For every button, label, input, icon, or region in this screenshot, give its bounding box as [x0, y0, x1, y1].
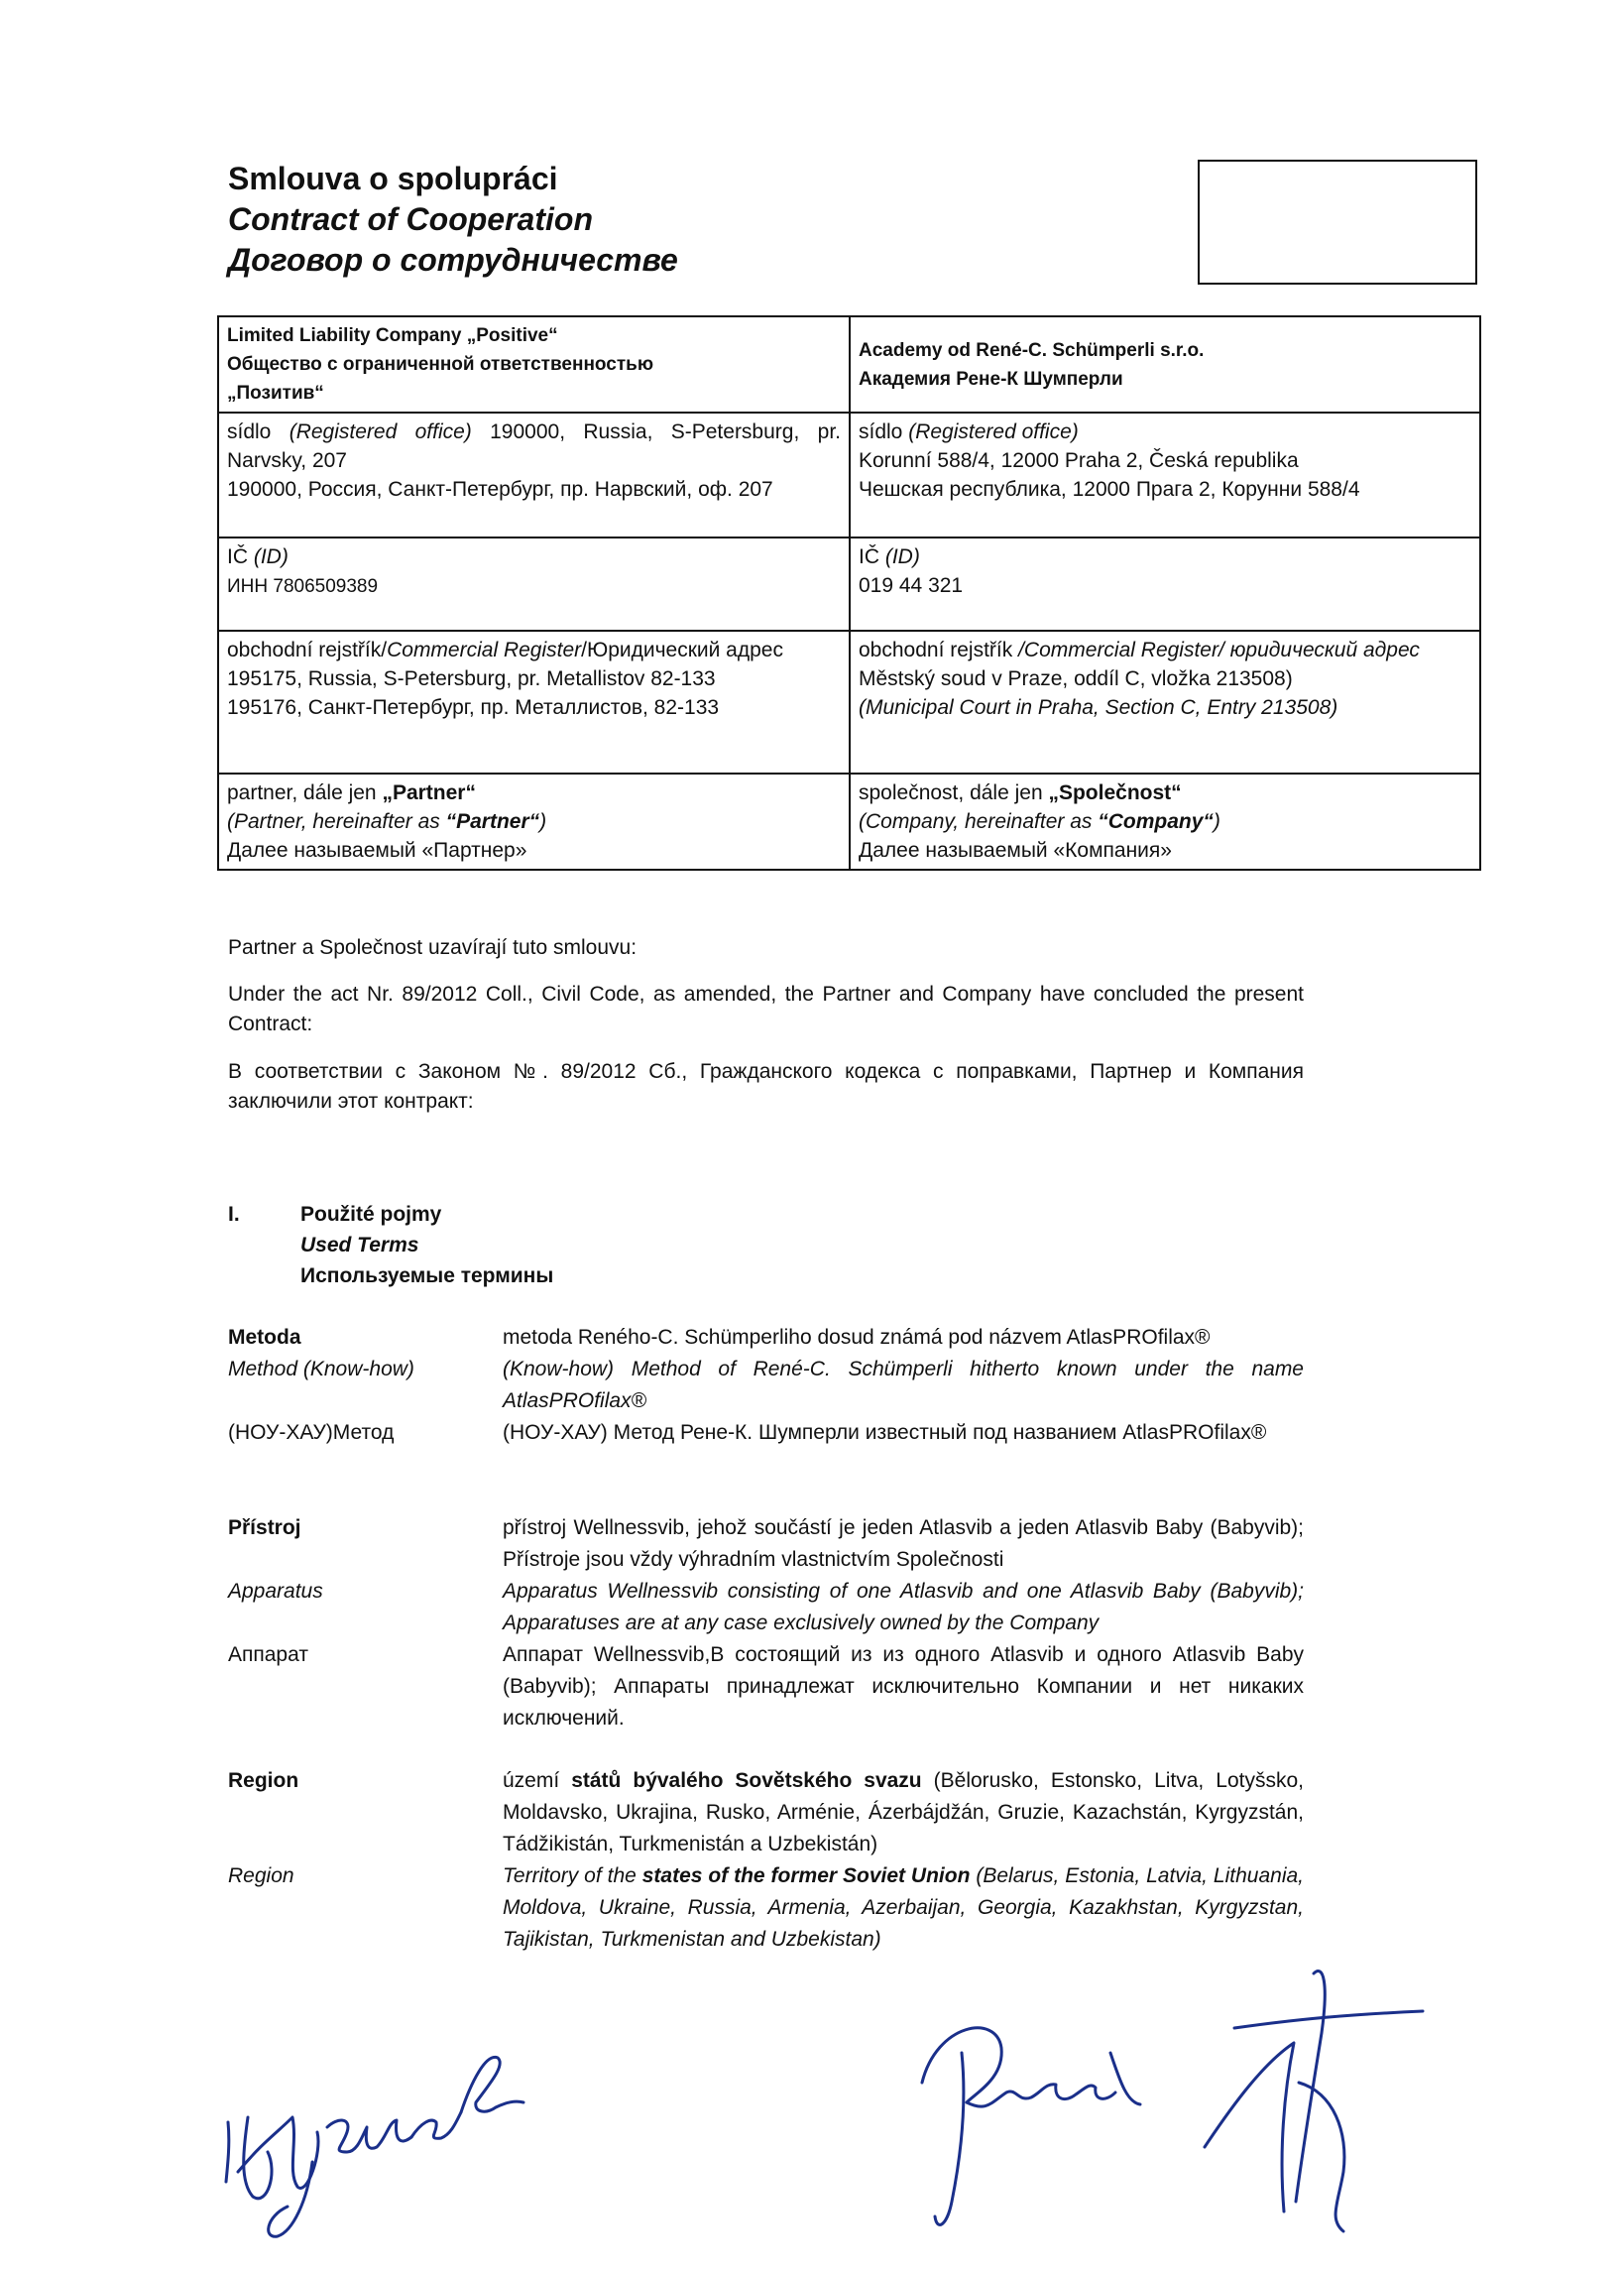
- role-cs-name: „Společnost“: [1048, 781, 1182, 804]
- company-id-value: 019 44 321: [859, 574, 964, 597]
- id-label: IČ: [859, 545, 879, 568]
- role-en-suffix: ): [1213, 810, 1220, 833]
- definition-region: [228, 1765, 1304, 1956]
- definition-method: [228, 1322, 1304, 1449]
- office-label: sídlo: [227, 420, 272, 443]
- partner-name-cell: [218, 316, 850, 413]
- company-register-cs: Městský soud v Praze, oddíl C, vložka 213508): [859, 667, 1293, 690]
- role-en-suffix: ): [539, 810, 547, 833]
- term-ru: Аппарат: [228, 1643, 308, 1666]
- company-register-en: (Municipal Court in Praha, Section C, Entry 213508): [859, 696, 1338, 719]
- office-label-en: (Registered office): [289, 420, 472, 443]
- partner-name-ru: Общество с ограниченной ответственностью: [227, 354, 654, 375]
- register-label-en: Commercial Register: [387, 639, 582, 661]
- term-en: Apparatus: [228, 1580, 323, 1603]
- role-en-prefix: (Company, hereinafter as: [859, 810, 1099, 833]
- company-name-cell: [850, 316, 1480, 413]
- title-russian: Договор о сотрудничестве: [228, 242, 678, 278]
- role-cs-name: „Partner“: [382, 781, 476, 804]
- term-cs: Region: [228, 1769, 299, 1792]
- register-label-ru: /Юридический адрес: [581, 639, 783, 661]
- title-czech: Smlouva o spolupráci: [228, 161, 558, 196]
- term-cs: Metoda: [228, 1326, 301, 1349]
- partner-name-ru-short: „Позитив“: [227, 383, 324, 404]
- desc-cs: [503, 1765, 1304, 1860]
- role-ru: Далее называемый «Партнер»: [227, 839, 527, 862]
- office-row: [218, 413, 1480, 538]
- id-label-en: (ID): [884, 545, 920, 568]
- desc-cs-part: (Bělorusko, Estonsko, Litva, Lotyšsko, Moldavsko, Ukrajina, Rusko, Arménie, Ázerbájdžán, Gruzie, Kazachstán, Kyrgyzstán, Tádžikistán, Turkmenistán a Uzbekistán): [503, 1769, 1304, 1855]
- registration-stamp-box: [1198, 160, 1477, 285]
- company-office-cell: [850, 413, 1480, 538]
- company-name-ru: Академия Рене-К Шумперли: [859, 368, 1123, 390]
- desc-en: [503, 1860, 1304, 1956]
- desc-cs: přístroj Wellnessvib, jehož součástí je jeden Atlasvib a jeden Atlasvib Baby (Babyvib); Přístroje jsou vždy výhradním vlastnictvím Společnosti: [503, 1516, 1304, 1571]
- company-name-en: Academy od René-C. Schümperli s.r.o.: [859, 339, 1205, 361]
- preamble-cs: Partner a Společnost uzavírají tuto smlouvu:: [228, 936, 638, 959]
- role-en-prefix: (Partner, hereinafter as: [227, 810, 446, 833]
- parties-table: [217, 315, 1481, 871]
- office-label-en: (Registered office): [908, 420, 1079, 443]
- partner-office-ru: 190000, Россия, Санкт-Петербург, пр. Нарвский, оф. 207: [227, 478, 773, 501]
- role-ru: Далее называемый «Компания»: [859, 839, 1172, 862]
- partner-address-en: 195175, Russia, S-Petersburg, pr. Metallistov 82-133: [227, 667, 716, 690]
- desc-en-part: Territory of the: [503, 1864, 642, 1887]
- desc-en: (Know-how) Method of René-C. Schümperli hitherto known under the name AtlasPROfilax®: [503, 1358, 1304, 1412]
- id-label: IČ: [227, 545, 248, 568]
- company-office-cs: Korunní 588/4, 12000 Praha 2, Česká republika: [859, 449, 1299, 472]
- title-english: Contract of Cooperation: [228, 201, 593, 237]
- partner-register-cell: [218, 631, 850, 774]
- term-ru: (НОУ-ХАУ)Метод: [228, 1421, 395, 1444]
- section-number: I.: [228, 1203, 240, 1226]
- section-title-en: Used Terms: [300, 1234, 419, 1256]
- partner-name-en: Limited Liability Company „Positive“: [227, 325, 558, 346]
- partner-address-ru: 195176, Санкт-Петербург, пр. Металлистов, 82-133: [227, 696, 720, 719]
- signature-right: [907, 1954, 1443, 2251]
- desc-cs-part: území: [503, 1769, 572, 1792]
- office-label: sídlo: [859, 420, 903, 443]
- partner-office-en: 190000, Russia, S-Petersburg, pr. Narvsky, 207: [227, 420, 841, 472]
- company-register-cell: [850, 631, 1480, 774]
- company-id-cell: [850, 538, 1480, 631]
- document-title: [228, 159, 678, 281]
- definition-apparatus: [228, 1512, 1304, 1734]
- term-en: Method (Know-how): [228, 1358, 414, 1380]
- partner-role-cell: [218, 774, 850, 870]
- partner-id-value: ИНН 7806509389: [227, 576, 379, 597]
- company-office-ru: Чешская республика, 12000 Прага 2, Корунни 588/4: [859, 478, 1360, 501]
- section-title-ru: Используемые термины: [300, 1264, 554, 1287]
- role-en-name: “Company“: [1098, 810, 1214, 833]
- desc-en: Apparatus Wellnessvib consisting of one Atlasvib and one Atlasvib Baby (Babyvib); Apparatuses are at any case exclusively owned by the Company: [503, 1580, 1304, 1634]
- role-row: [218, 774, 1480, 870]
- term-cs: Přístroj: [228, 1516, 301, 1539]
- register-label: obchodní rejstřík: [859, 639, 1019, 661]
- id-label-en: (ID): [253, 545, 289, 568]
- term-en: Region: [228, 1864, 294, 1887]
- id-row: [218, 538, 1480, 631]
- partner-id-cell: [218, 538, 850, 631]
- desc-en-bold: states of the former Soviet Union: [641, 1864, 971, 1887]
- section-title-cs: Použité pojmy: [300, 1203, 442, 1226]
- register-label-en: /Commercial Register/ юридический адрес: [1018, 639, 1420, 661]
- desc-cs: metoda Reného-C. Schümperliho dosud známá pod názvem AtlasPROfilax®: [503, 1326, 1211, 1349]
- role-cs-prefix: společnost, dále jen: [859, 781, 1049, 804]
- company-role-cell: [850, 774, 1480, 870]
- preamble-ru: В соответствии с Законом №. 89/2012 Сб., Гражданского кодекса с поправками, Партнер и Компания заключили этот контракт:: [228, 1060, 1304, 1113]
- desc-cs-bold: států bývalého Sovětského svazu: [571, 1769, 922, 1792]
- role-en-name: “Partner“: [445, 810, 540, 833]
- register-label: obchodní rejstřík/: [227, 639, 388, 661]
- signature-left: [208, 2023, 555, 2251]
- role-cs-prefix: partner, dále jen: [227, 781, 383, 804]
- party-name-row: [218, 316, 1480, 413]
- register-row: [218, 631, 1480, 774]
- desc-ru: Аппарат Wellnessvib,В состоящий из из одного Atlasvib и одного Atlasvib Baby (Babyvib); Аппараты принадлежат исключительно Компании и нет никаких исключений.: [503, 1643, 1304, 1730]
- desc-en-part: (Belarus, Estonia, Latvia, Lithuania, Moldova, Ukraine, Russia, Armenia, Azerbaijan, Georgia, Kazakhstan, Kyrgyzstan, Tajikistan, Turkmenistan and Uzbekistan): [503, 1864, 1304, 1951]
- preamble-en: Under the act Nr. 89/2012 Coll., Civil Code, as amended, the Partner and Company have concluded the present Contract:: [228, 983, 1304, 1035]
- partner-office-cell: [218, 413, 850, 538]
- desc-ru: (НОУ-ХАУ) Метод Рене-К. Шумперли известный под названием AtlasPROfilax®: [503, 1421, 1267, 1444]
